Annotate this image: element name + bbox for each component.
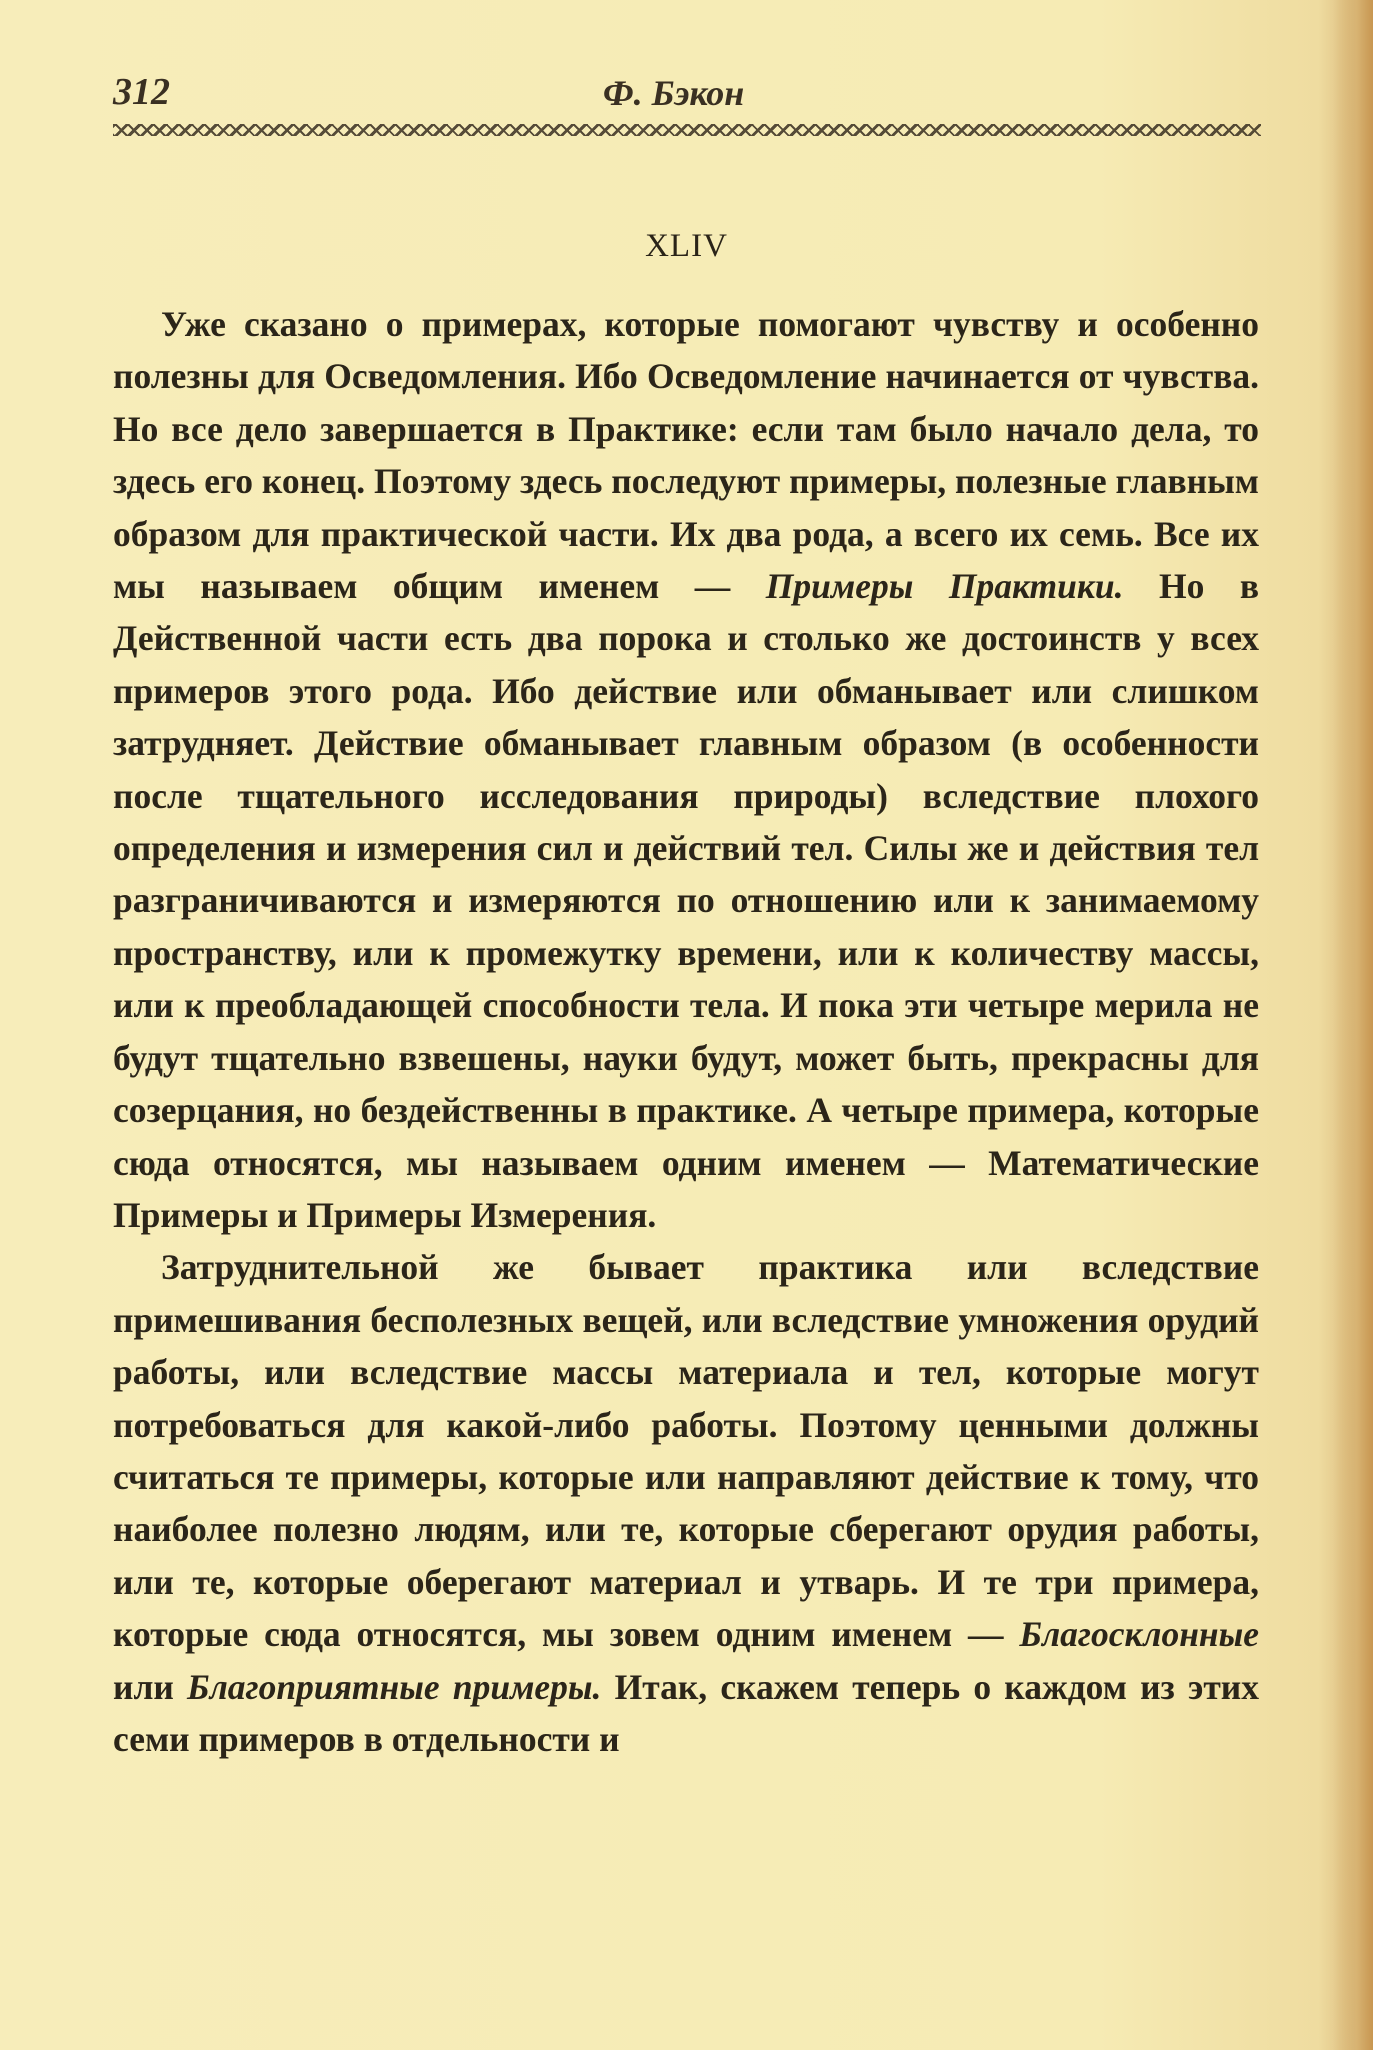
header-ornament-rule: [113, 124, 1261, 136]
text-run: Уже сказано о примерах, которые помогают чувству и особенно полезны для Осведомления. Ибо Осведомление начинается от чувства. Но все дело завершается в Практике: если там было начало дела, то здесь его конец. Поэтому здесь последуют примеры, полезные главным образом для практической части. Их два рода, а всего их семь. Все их мы называем общим именем —: [113, 304, 1259, 607]
page-number: 312: [113, 71, 170, 113]
text-run: или: [113, 1666, 188, 1707]
running-head: Ф. Бэкон: [603, 73, 745, 113]
body-text: [113, 298, 1259, 1765]
page-header: [113, 70, 1263, 120]
paragraph: [113, 298, 1259, 1241]
paragraph: [113, 1241, 1259, 1765]
text-run: Затруднительной же бывает практика или вследствие примешивания бесполезных вещей, или вследствие умножения орудий работы, или вследствие массы материала и тел, которые могут потребоваться для какой-либо работы. Поэтому ценными должны считаться те примеры, которые или направляют действие к тому, что наиболее полезно людям, или те, которые сберегают орудия работы, или те, которые оберегают материал и утварь. И те три примера, которые сюда относятся, мы зовем одним именем —: [113, 1247, 1259, 1655]
text-run: Но в Действенной части есть два порока и столько же достоинств у всех примеров этого рода. Ибо действие или обманывает или слишком затрудняет. Действие обманывает главным образом (в особенности после тщательного исследования природы) вследствие плохого определения и измерения сил и действий тел. Силы же и действия тел разграничиваются и измеряются по отношению или к занимаемому пространству, или к промежутку времени, или к количеству массы, или к преобладающей способности тела. И пока эти четыре мерила не будут тщательно взвешены, науки будут, может быть, прекрасны для созерцания, но бездейственны в практике. А четыре примера, которые сюда относятся, мы называем одним именем — Математические Примеры и Примеры Измерения.: [113, 566, 1259, 1235]
italic-term: Благосклонные: [1019, 1614, 1259, 1655]
page-edge-shadow: [1333, 0, 1373, 2050]
text-run: Итак, скажем теперь о каждом из этих семи примеров в отдельности и: [113, 1666, 1259, 1759]
section-title: XLIV: [645, 228, 728, 264]
italic-term: Примеры Практики.: [765, 566, 1124, 607]
italic-term: Благоприятные примеры.: [187, 1666, 602, 1707]
